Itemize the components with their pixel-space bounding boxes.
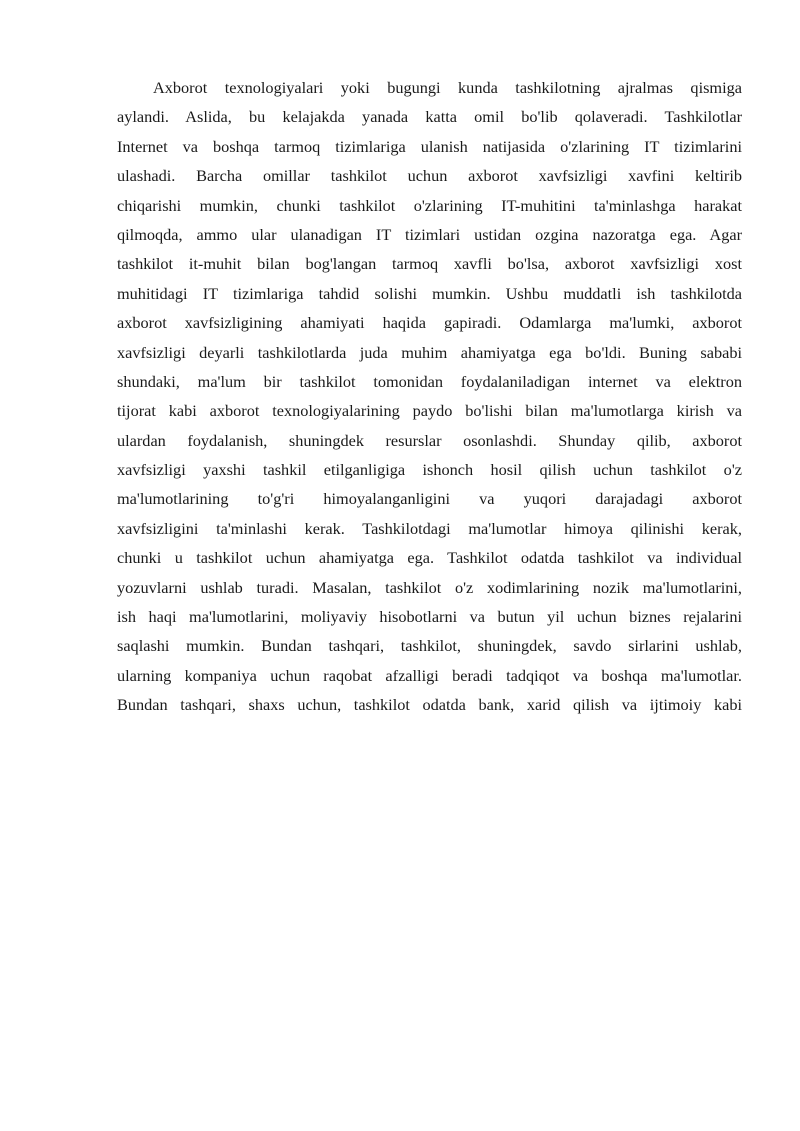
text-line: axborot xavfsizligining ahamiyati haqida gapiradi. Odamlarga ma'lumki, axborot	[117, 313, 742, 333]
text-line: chunki u tashkilot uchun ahamiyatga ega. Tashkilot odatda tashkilot va individual	[117, 548, 742, 568]
text-line: chiqarishi mumkin, chunki tashkilot o'zlarining IT-muhitini ta'minlashga harakat	[117, 195, 742, 215]
text-line: qilmoqda, ammo ular ulanadigan IT tizimlari ustidan ozgina nazoratga ega. Agar	[117, 224, 742, 244]
text-line: ma'lumotlarining to'g'ri himoyalanganligini va yuqori darajadagi axborot	[117, 489, 742, 509]
text-line: xavfsizligini ta'minlashi kerak. Tashkilotdagi ma'lumotlar himoya qilinishi kerak,	[117, 518, 742, 538]
text-line: ulashadi. Barcha omillar tashkilot uchun axborot xavfsizligi xavfini keltirib	[117, 166, 742, 186]
text-line: Axborot texnologiyalari yoki bugungi kunda tashkilotning ajralmas qismiga	[153, 78, 742, 97]
text-line: ularning kompaniya uchun raqobat afzalligi beradi tadqiqot va boshqa ma'lumotlar.	[117, 665, 742, 685]
text-line: xavfsizligi yaxshi tashkil etilganligiga ishonch hosil qilish uchun tashkilot o'z	[117, 460, 742, 480]
text-line: tashkilot it-muhit bilan bog'langan tarmoq xavfli bo'lsa, axborot xavfsizligi xost	[117, 254, 742, 274]
text-line: aylandi. Aslida, bu kelajakda yanada katta omil bo'lib qolaveradi. Tashkilotlar	[117, 107, 742, 127]
text-line: Internet va boshqa tarmoq tizimlariga ulanish natijasida o'zlarining IT tizimlarini	[117, 136, 742, 156]
text-line: shundaki, ma'lum bir tashkilot tomonidan foydalaniladigan internet va elektron	[117, 371, 742, 391]
text-line: xavfsizligi deyarli tashkilotlarda juda muhim ahamiyatga ega bo'ldi. Buning sababi	[117, 342, 742, 362]
text-line: Bundan tashqari, shaxs uchun, tashkilot odatda bank, xarid qilish va ijtimoiy kabi	[117, 695, 742, 715]
body-paragraph	[117, 73, 742, 720]
text-line: tijorat kabi axborot texnologiyalarining paydo bo'lishi bilan ma'lumotlarga kirish va	[117, 401, 742, 421]
text-line: saqlashi mumkin. Bundan tashqari, tashkilot, shuningdek, savdo sirlarini ushlab,	[117, 636, 742, 656]
text-line: muhitidagi IT tizimlariga tahdid solishi mumkin. Ushbu muddatli ish tashkilotda	[117, 283, 742, 303]
text-line: ish haqi ma'lumotlarini, moliyaviy hisobotlarni va butun yil uchun biznes rejalarini	[117, 607, 742, 627]
text-line: yozuvlarni ushlab turadi. Masalan, tashkilot o'z xodimlarining nozik ma'lumotlarini,	[117, 577, 742, 597]
text-line: ulardan foydalanish, shuningdek resurslar osonlashdi. Shunday qilib, axborot	[117, 430, 742, 450]
